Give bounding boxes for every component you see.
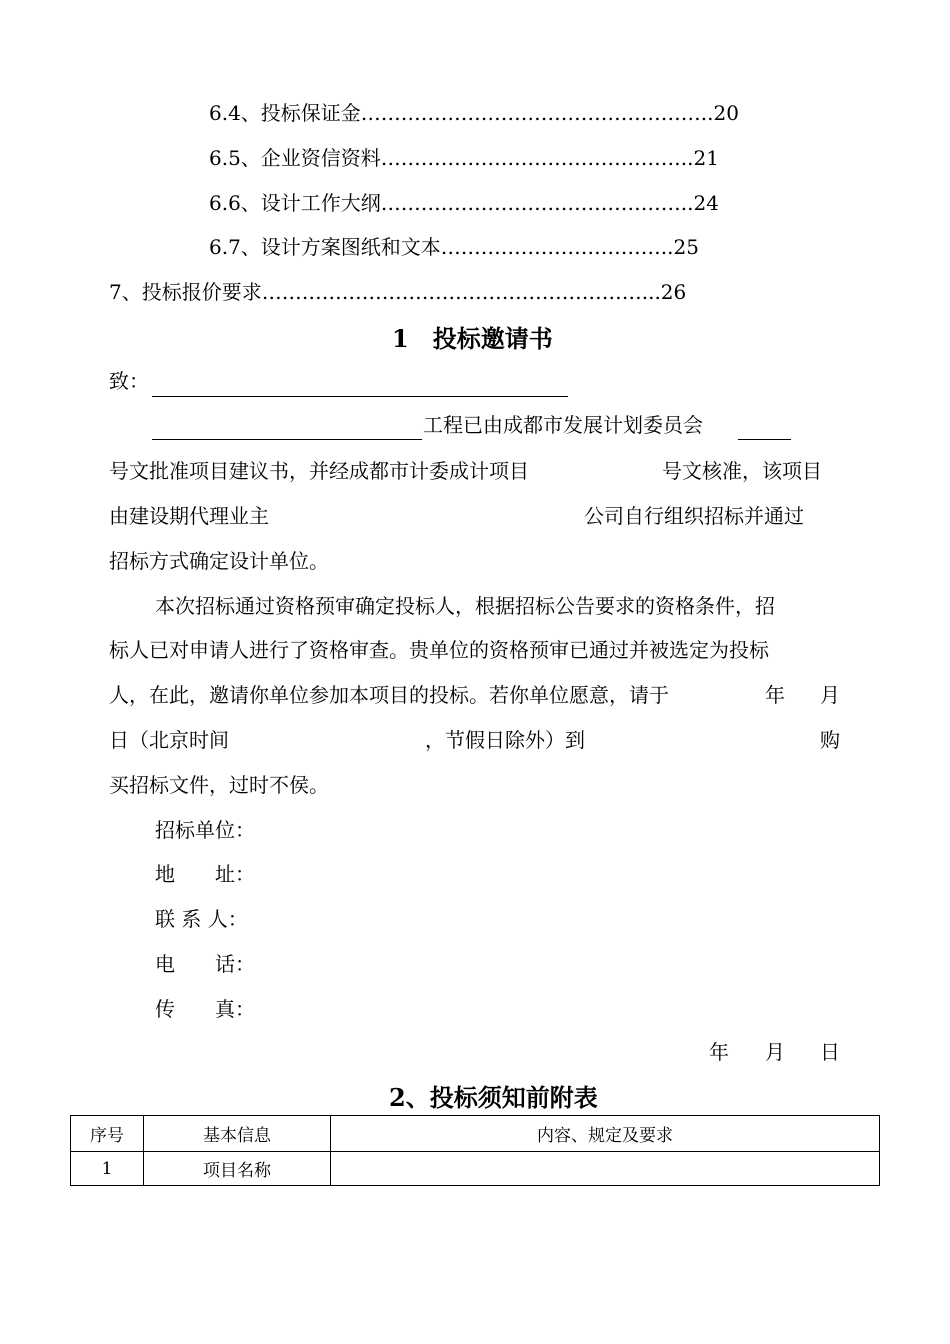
to-label: 致： xyxy=(109,369,149,393)
contact-fax-label: 传 真： xyxy=(155,997,255,1021)
contact-phone-label: 电 话： xyxy=(155,952,255,976)
p2-line3a: 人，在此，邀请你单位参加本项目的投标。若你单位愿意，请于 xyxy=(109,683,669,707)
contact-address-label: 地 址： xyxy=(155,862,255,886)
toc-item-6-4: 6.4、投标保证金……………………………………………..20 xyxy=(209,101,739,125)
p2-month: 月 xyxy=(820,683,840,707)
toc-item-6-5: 6.5、企业资信资料………………………………………..21 xyxy=(209,146,719,170)
table-row xyxy=(71,1152,880,1186)
date-day: 日 xyxy=(820,1040,840,1064)
date-month: 月 xyxy=(765,1040,785,1064)
table-header-cell: 基本信息 xyxy=(144,1116,331,1152)
date-year: 年 xyxy=(709,1040,729,1064)
bidder-instructions-table xyxy=(70,1115,880,1186)
project-name-blank-line xyxy=(152,439,422,440)
p1-line3b: 公司自行组织招标并通过 xyxy=(584,504,804,528)
toc-item-6-7: 6.7、设计方案图纸和文本……………………………..25 xyxy=(209,235,699,259)
table-cell xyxy=(331,1152,880,1186)
p2-line5: 买招标文件，过时不侯。 xyxy=(109,773,329,797)
table-cell: 1 xyxy=(71,1152,144,1186)
contact-person-label: 联 系 人： xyxy=(155,907,248,931)
toc-item-6-6: 6.6、设计工作大纲………………………………………..24 xyxy=(209,191,719,215)
section-title-bidder-instructions: 2、投标须知前附表 xyxy=(389,1083,598,1112)
p1-line1: 工程已由成都市发展计划委员会 xyxy=(423,413,703,437)
p1-line4: 招标方式确定设计单位。 xyxy=(109,549,329,573)
p2-line1: 本次招标通过资格预审确定投标人，根据招标公告要求的资格条件，招 xyxy=(155,594,775,618)
doc-number-blank-line xyxy=(738,439,791,440)
p2-line4c: 购 xyxy=(820,728,840,752)
contact-unit-label: 招标单位： xyxy=(155,818,255,842)
p2-line4a: 日（北京时间 xyxy=(109,728,229,752)
p2-year: 年 xyxy=(765,683,785,707)
section-title-invitation: 1 投标邀请书 xyxy=(392,324,553,353)
table-header-cell: 内容、规定及要求 xyxy=(331,1116,880,1152)
table-header-cell: 序号 xyxy=(71,1116,144,1152)
table-cell: 项目名称 xyxy=(144,1152,331,1186)
p1-line3a: 由建设期代理业主 xyxy=(109,504,269,528)
p1-line2b: 号文核准，该项目 xyxy=(662,459,822,483)
toc-item-7: 7、投标报价要求…………………………………………………...26 xyxy=(109,280,687,304)
p2-line2: 标人已对申请人进行了资格审查。贵单位的资格预审已通过并被选定为投标 xyxy=(109,638,769,662)
p1-line2a: 号文批准项目建议书，并经成都市计委成计项目 xyxy=(109,459,529,483)
p2-line4b: ，节假日除外）到 xyxy=(425,728,585,752)
recipient-blank-line xyxy=(152,396,568,397)
table-header-row xyxy=(71,1116,880,1152)
